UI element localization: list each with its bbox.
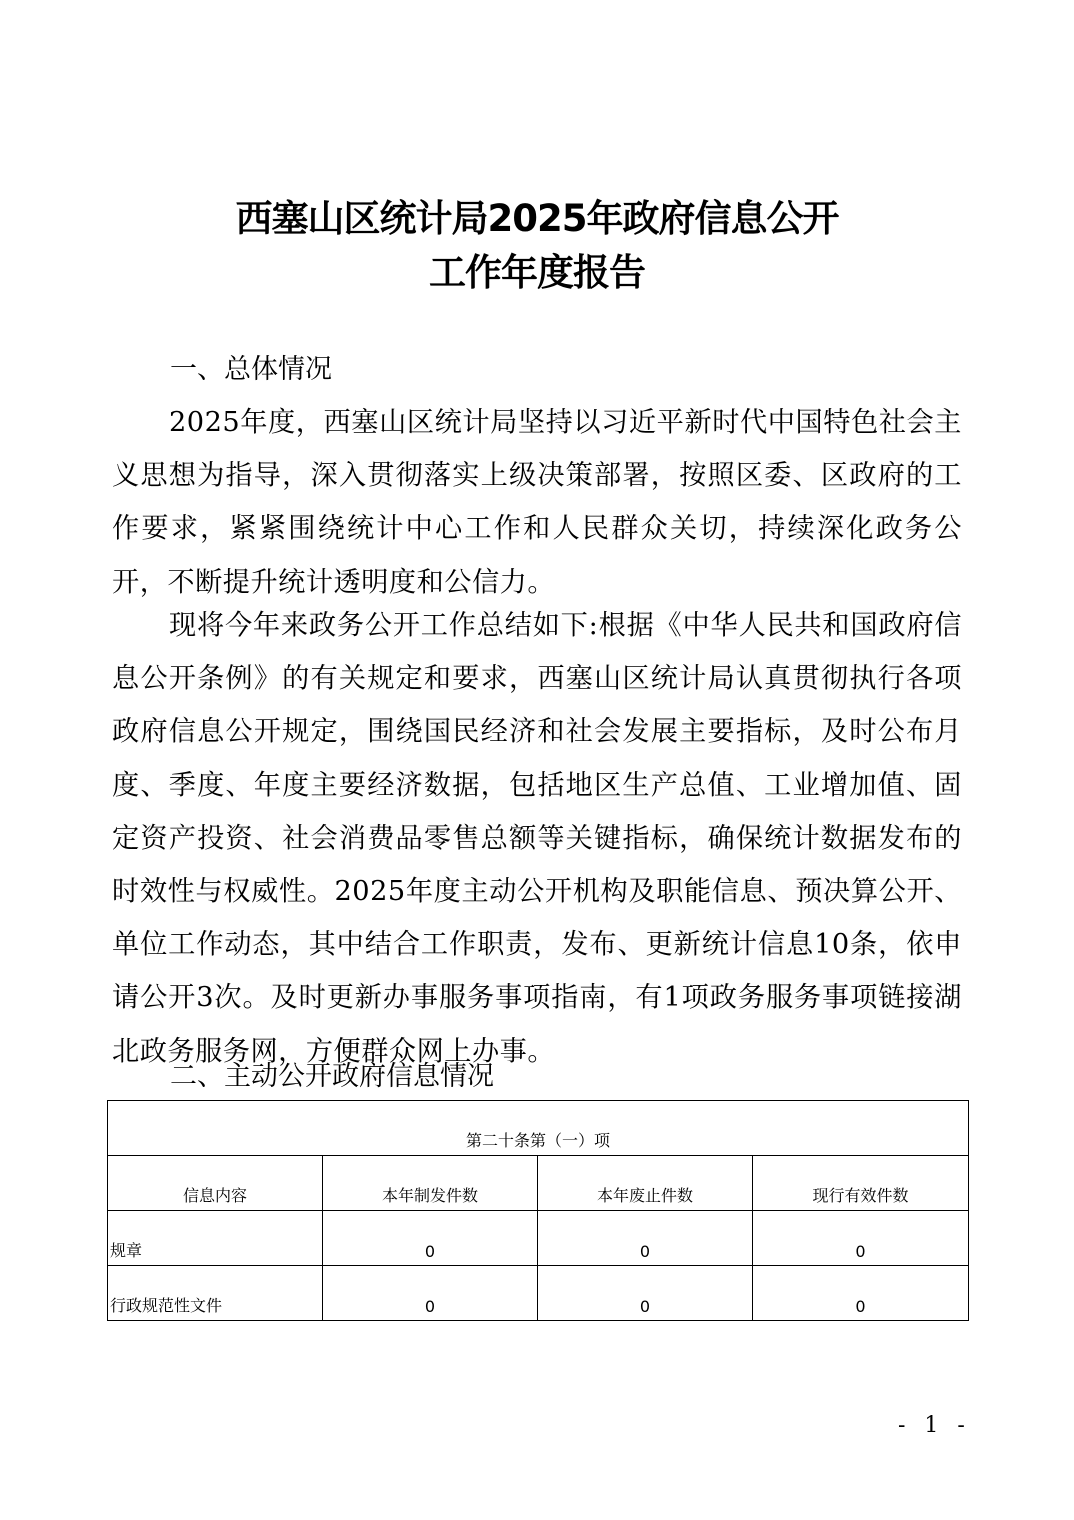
table-cell-label: 规章 (108, 1211, 323, 1266)
table-header-cell: 本年废止件数 (538, 1156, 753, 1211)
table-cell: 0 (323, 1211, 538, 1266)
title-line-2: 工作年度报告 (429, 251, 645, 294)
table-caption: 第二十条第（一）项 (108, 1101, 969, 1156)
paragraph-summary: 现将今年来政务公开工作总结如下:根据《中华人民共和国政府信息公开条例》的有关规定和要求，西塞山区统计局认真贯彻执行各项政府信息公开规定，围绕国民经济和社会发展主要指标，及时公布月度、季度、年度主要经济数据，包括地区生产总值、工业增加值、固定资产投资、社会消费品零售总额等关键指标，确保统计数据发布的时效性与权威性。2025年度主动公开机构及职能信息、预决算公开、单位工作动态，其中结合工作职责，发布、更新统计信息10条，依申请公开3次。及时更新办事服务事项指南，有1项政务服务事项链接湖北政务服务网，方便群众网上办事。 (112, 610, 962, 1067)
table-cell: 0 (753, 1266, 969, 1321)
section-heading-overview: 一、总体情况 (170, 354, 332, 385)
document-title (0, 192, 1074, 300)
table-cell-label: 行政规范性文件 (108, 1266, 323, 1321)
table-cell: 0 (323, 1266, 538, 1321)
page-number: - 1 - (898, 1413, 971, 1438)
table-header-row (108, 1156, 969, 1211)
table-row (108, 1266, 969, 1321)
table-cell: 0 (753, 1211, 969, 1266)
title-line-1: 西塞山区统计局2025年政府信息公开 (235, 197, 839, 240)
table-row (108, 1211, 969, 1266)
section-heading-proactive-disclosure: 二、主动公开政府信息情况 (170, 1061, 494, 1092)
table-header-cell: 本年制发件数 (323, 1156, 538, 1211)
table-header-cell: 信息内容 (108, 1156, 323, 1211)
table-cell: 0 (538, 1266, 753, 1321)
table-caption-row (108, 1101, 969, 1156)
table-cell: 0 (538, 1211, 753, 1266)
table-header-cell: 现行有效件数 (753, 1156, 969, 1211)
disclosure-table (107, 1100, 969, 1321)
paragraph-overview: 2025年度，西塞山区统计局坚持以习近平新时代中国特色社会主义思想为指导，深入贯彻落实上级决策部署，按照区委、区政府的工作要求，紧紧围绕统计中心工作和人民群众关切，持续深化政务公开，不断提升统计透明度和公信力。 (112, 407, 962, 598)
